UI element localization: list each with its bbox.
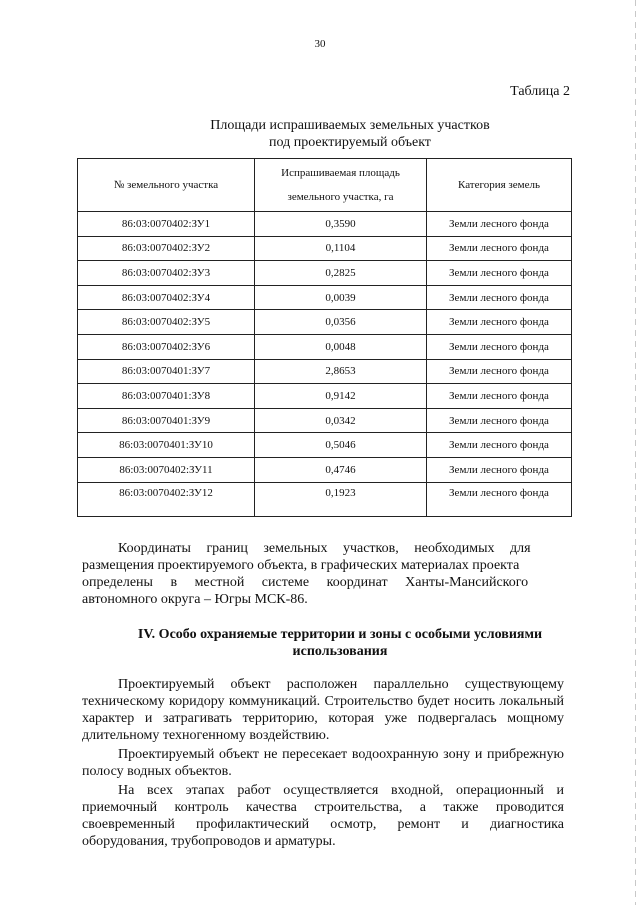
cell-land-category: Земли лесного фонда [427, 384, 572, 409]
table-row [78, 285, 572, 310]
header-plot-number: № земельного участка [78, 159, 255, 212]
cell-land-category: Земли лесного фонда [427, 408, 572, 433]
cell-land-category: Земли лесного фонда [427, 482, 572, 516]
table-title [100, 117, 600, 151]
body-paragraph: Проектируемый объект не пересекает водоохранную зону и прибрежную полосу водных объектов. [82, 747, 564, 779]
cell-plot-number: 86:03:0070402:ЗУ6 [78, 334, 255, 359]
cell-requested-area: 0,0342 [255, 408, 427, 433]
page-number: 30 [314, 38, 326, 50]
cell-requested-area: 0,9142 [255, 384, 427, 409]
cell-plot-number: 86:03:0070401:ЗУ7 [78, 359, 255, 384]
section-heading [110, 626, 570, 660]
cell-requested-area: 0,2825 [255, 261, 427, 286]
cell-plot-number: 86:03:0070402:ЗУ5 [78, 310, 255, 335]
table-body [78, 212, 572, 517]
header-land-category: Категория земель [427, 159, 572, 212]
cell-land-category: Земли лесного фонда [427, 433, 572, 458]
table-row [78, 384, 572, 409]
cell-land-category: Земли лесного фонда [427, 310, 572, 335]
scan-edge [635, 0, 636, 905]
cell-requested-area: 0,0048 [255, 334, 427, 359]
cell-land-category: Земли лесного фонда [427, 457, 572, 482]
cell-plot-number: 86:03:0070401:ЗУ9 [78, 408, 255, 433]
cell-land-category: Земли лесного фонда [427, 261, 572, 286]
cell-requested-area: 0,5046 [255, 433, 427, 458]
header-area-line: Испрашиваемая площадь [281, 167, 400, 179]
table-row [78, 433, 572, 458]
cell-land-category: Земли лесного фонда [427, 212, 572, 237]
table-label: Таблица 2 [510, 84, 570, 99]
cell-plot-number: 86:03:0070402:ЗУ3 [78, 261, 255, 286]
body-paragraph: На всех этапах работ осуществляется входной, операционный и приемочный контроль качества строительства, а также проводится своевременный профилактический осмотр, ремонт и диагностика оборудования, трубопроводов и арматуры. [82, 783, 564, 849]
table-row [78, 212, 572, 237]
section-body [82, 676, 564, 852]
paragraph-line: размещения проектируемого объекта, в графических материалах проекта [82, 558, 520, 573]
cell-plot-number: 86:03:0070401:ЗУ8 [78, 384, 255, 409]
table-row [78, 359, 572, 384]
table-header-row [78, 159, 572, 212]
section-heading-line: IV. Особо охраняемые территории и зоны с особыми условиями [137, 627, 543, 642]
cell-requested-area: 0,3590 [255, 212, 427, 237]
coordinates-paragraph [82, 540, 564, 608]
table-row [78, 408, 572, 433]
cell-plot-number: 86:03:0070402:ЗУ4 [78, 285, 255, 310]
cell-requested-area: 0,4746 [255, 457, 427, 482]
cell-requested-area: 0,0039 [255, 285, 427, 310]
cell-plot-number: 86:03:0070402:ЗУ2 [78, 236, 255, 261]
table-title-line: Площади испрашиваемых земельных участков [210, 118, 490, 133]
table-row [78, 261, 572, 286]
cell-plot-number: 86:03:0070401:ЗУ10 [78, 433, 255, 458]
cell-land-category: Земли лесного фонда [427, 285, 572, 310]
paragraph-line: определены в местной системе координат Ханты-Мансийского [82, 575, 529, 590]
table-row [78, 310, 572, 335]
cell-requested-area: 2,8653 [255, 359, 427, 384]
land-plots-table [77, 158, 572, 517]
cell-requested-area: 0,1104 [255, 236, 427, 261]
paragraph-line: Координаты границ земельных участков, необходимых для [118, 541, 531, 556]
cell-requested-area: 0,1923 [255, 482, 427, 516]
table-row [78, 334, 572, 359]
cell-requested-area: 0,0356 [255, 310, 427, 335]
cell-plot-number: 86:03:0070402:ЗУ1 [78, 212, 255, 237]
cell-land-category: Земли лесного фонда [427, 334, 572, 359]
body-paragraph: Проектируемый объект расположен параллельно существующему техническому коридору коммуникаций. Строительство будет носить локальный характер и затрагивать территорию, которая уже подвергалась мощному длительному техногенному воздействию. [82, 677, 564, 743]
cell-land-category: Земли лесного фонда [427, 359, 572, 384]
table-row [78, 457, 572, 482]
section-heading-line: использования [292, 644, 388, 659]
cell-plot-number: 86:03:0070402:ЗУ11 [78, 457, 255, 482]
paragraph-line: автономного округа – Югры МСК-86. [82, 592, 308, 607]
header-area-line: земельного участка, га [287, 191, 394, 203]
header-requested-area [255, 159, 427, 212]
cell-plot-number: 86:03:0070402:ЗУ12 [78, 482, 255, 516]
table-title-line: под проектируемый объект [269, 135, 431, 150]
table-row [78, 482, 572, 516]
table-row [78, 236, 572, 261]
cell-land-category: Земли лесного фонда [427, 236, 572, 261]
